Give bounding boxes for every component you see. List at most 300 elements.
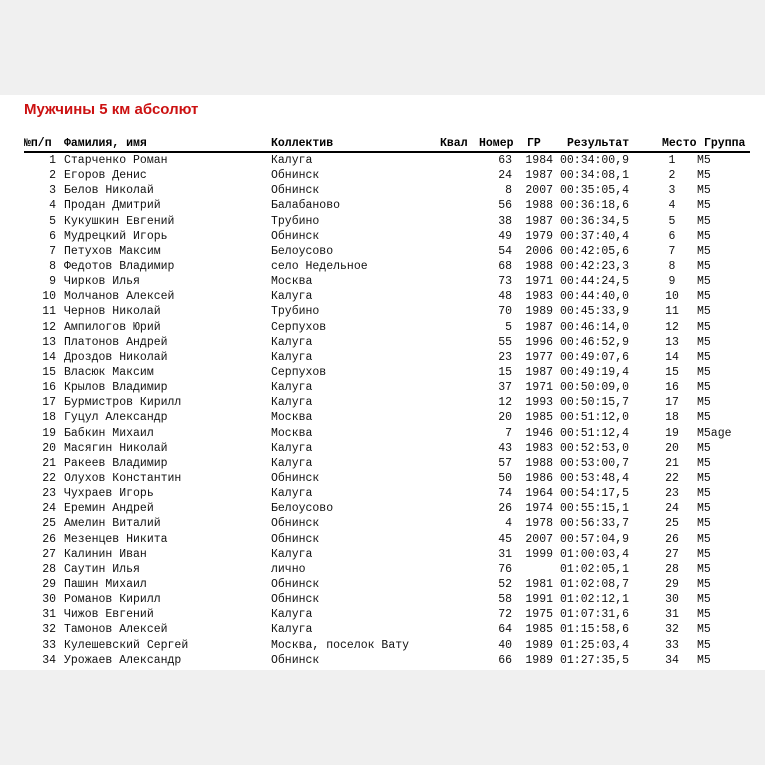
cell-name: Федотов Владимир: [64, 259, 175, 273]
cell-place: 8: [668, 259, 676, 273]
cell-team: Обнинск: [271, 593, 320, 607]
cell-group: М5: [697, 184, 711, 198]
header-year: ГР: [527, 137, 541, 150]
cell-number: 31: [42, 608, 56, 622]
cell-number: 4: [49, 199, 56, 213]
cell-result: 00:49:19,4: [560, 365, 630, 379]
cell-group: М5: [697, 305, 711, 319]
cell-name: Пашин Михаил: [64, 577, 147, 591]
cell-year: 1988: [525, 456, 553, 470]
cell-team: Калуга: [271, 623, 313, 637]
cell-result: 00:45:33,9: [560, 305, 630, 319]
cell-group: М5: [697, 502, 711, 516]
cell-number: 16: [42, 381, 56, 395]
cell-result: 00:46:14,0: [560, 320, 630, 334]
cell-place: 26: [665, 532, 679, 546]
header-qual: Квал: [440, 137, 468, 150]
cell-bib: 31: [498, 547, 512, 561]
cell-result: 00:51:12,4: [560, 426, 630, 440]
cell-result: 00:54:17,5: [560, 487, 630, 501]
header-team: Коллектив: [271, 137, 334, 150]
cell-number: 27: [42, 547, 56, 561]
cell-name: Дроздов Николай: [64, 350, 168, 364]
cell-place: 9: [668, 275, 676, 289]
cell-group: М5: [697, 169, 711, 183]
cell-team: Обнинск: [271, 229, 320, 243]
cell-team: Москва: [271, 275, 313, 289]
cell-number: 34: [42, 653, 56, 667]
cell-bib: 8: [505, 184, 512, 198]
cell-number: 14: [42, 350, 56, 364]
cell-bib: 66: [498, 653, 512, 667]
cell-name: Платонов Андрей: [64, 335, 168, 349]
cell-number: 33: [42, 638, 56, 652]
cell-name: Молчанов Алексей: [64, 290, 175, 304]
cell-group: М5: [697, 199, 711, 213]
cell-number: 1: [49, 154, 56, 167]
table-row: [0, 577, 765, 592]
cell-group: М5: [697, 229, 711, 243]
cell-result: 00:53:00,7: [560, 456, 630, 470]
cell-result: 00:42:05,6: [560, 244, 630, 258]
cell-number: 7: [49, 244, 56, 258]
cell-place: 27: [665, 547, 679, 561]
cell-place: 22: [665, 471, 679, 485]
header-bib: Номер: [479, 137, 514, 150]
cell-place: 3: [668, 184, 676, 198]
cell-year: 1971: [525, 275, 553, 289]
cell-group: М5: [697, 653, 711, 667]
cell-year: 1946: [525, 426, 553, 440]
cell-result: 00:34:08,1: [560, 169, 630, 183]
cell-result: 00:36:18,6: [560, 199, 630, 213]
cell-number: 29: [42, 577, 56, 591]
cell-group: М5: [697, 365, 711, 379]
cell-year: 1964: [525, 487, 553, 501]
table-row: [0, 365, 765, 380]
cell-bib: 72: [498, 608, 512, 622]
cell-year: 2007: [525, 184, 553, 198]
cell-bib: 45: [498, 532, 512, 546]
cell-group: М5: [697, 290, 711, 304]
cell-year: 1987: [525, 365, 553, 379]
cell-team: Калуга: [271, 381, 313, 395]
cell-number: 23: [42, 487, 56, 501]
cell-name: Петухов Максим: [64, 244, 161, 258]
cell-number: 13: [42, 335, 56, 349]
cell-name: Амелин Виталий: [64, 517, 161, 531]
header-place: Место: [662, 137, 697, 150]
cell-place: 29: [665, 577, 679, 591]
cell-year: 1983: [525, 290, 553, 304]
table-row: [0, 501, 765, 516]
cell-result: 00:44:40,0: [560, 290, 630, 304]
table-row: [0, 335, 765, 350]
cell-bib: 74: [498, 487, 512, 501]
cell-name: Романов Кирилл: [64, 593, 161, 607]
cell-year: 1975: [525, 608, 553, 622]
cell-place: 7: [668, 244, 676, 258]
cell-year: 1985: [525, 623, 553, 637]
cell-year: 2007: [525, 532, 553, 546]
header-result: Результат: [567, 137, 630, 150]
cell-place: 34: [665, 653, 679, 667]
cell-result: 01:02:05,1: [560, 562, 630, 576]
cell-bib: 7: [505, 426, 512, 440]
table-row: [0, 456, 765, 471]
cell-name: Чижов Евгений: [64, 608, 154, 622]
cell-result: 00:46:52,9: [560, 335, 630, 349]
cell-year: 1989: [525, 305, 553, 319]
cell-bib: 50: [498, 471, 512, 485]
cell-group: М5: [697, 411, 711, 425]
cell-year: 1989: [525, 638, 553, 652]
table-row: [0, 592, 765, 607]
cell-name: Олухов Константин: [64, 471, 182, 485]
cell-year: 1986: [525, 471, 553, 485]
header-group: Группа: [704, 137, 746, 150]
cell-number: 9: [49, 275, 56, 289]
cell-name: Ампилогов Юрий: [64, 320, 161, 334]
cell-team: Калуга: [271, 335, 313, 349]
cell-name: Крылов Владимир: [64, 381, 168, 395]
cell-name: Чухраев Игорь: [64, 487, 154, 501]
cell-bib: 43: [498, 441, 512, 455]
cell-result: 01:15:58,6: [560, 623, 630, 637]
cell-place: 15: [665, 365, 679, 379]
cell-result: 00:42:23,3: [560, 259, 630, 273]
cell-team: село Недельное: [271, 259, 368, 273]
table-row: [0, 426, 765, 441]
cell-place: 31: [665, 608, 679, 622]
cell-number: 20: [42, 441, 56, 455]
cell-bib: 57: [498, 456, 512, 470]
cell-bib: 12: [498, 396, 512, 410]
cell-group: М5: [697, 487, 711, 501]
cell-bib: 68: [498, 259, 512, 273]
cell-place: 14: [665, 350, 679, 364]
cell-team: Калуга: [271, 350, 313, 364]
cell-group: М5: [697, 244, 711, 258]
cell-group: М5: [697, 471, 711, 485]
cell-year: 1987: [525, 214, 553, 228]
cell-team: Белоусово: [271, 502, 334, 516]
cell-group: М5: [697, 577, 711, 591]
cell-number: 21: [42, 456, 56, 470]
table-row: [0, 183, 765, 198]
cell-number: 15: [42, 365, 56, 379]
cell-result: 00:49:07,6: [560, 350, 630, 364]
cell-team: Обнинск: [271, 577, 320, 591]
cell-bib: 4: [505, 517, 512, 531]
cell-place: 2: [668, 169, 676, 183]
cell-group: М5: [697, 441, 711, 455]
cell-name: Власюк Максим: [64, 365, 154, 379]
cell-place: 17: [665, 396, 679, 410]
cell-name: Бабкин Михаил: [64, 426, 154, 440]
cell-group: М5: [697, 593, 711, 607]
cell-team: Обнинск: [271, 517, 320, 531]
cell-year: 1974: [525, 502, 553, 516]
cell-result: 00:51:12,0: [560, 411, 630, 425]
cell-result: 00:34:00,9: [560, 154, 630, 167]
cell-team: Калуга: [271, 441, 313, 455]
cell-bib: 23: [498, 350, 512, 364]
cell-group: М5: [697, 259, 711, 273]
cell-group: М5: [697, 638, 711, 652]
cell-bib: 20: [498, 411, 512, 425]
cell-number: 2: [49, 169, 56, 183]
cell-group: М5: [697, 547, 711, 561]
cell-bib: 48: [498, 290, 512, 304]
cell-group: М5: [697, 154, 711, 167]
cell-year: 1978: [525, 517, 553, 531]
cell-result: 00:50:15,7: [560, 396, 630, 410]
cell-place: 6: [668, 229, 676, 243]
cell-group: М5: [697, 214, 711, 228]
cell-group: М5: [697, 381, 711, 395]
cell-place: 13: [665, 335, 679, 349]
cell-year: 1981: [525, 577, 553, 591]
cell-number: 22: [42, 471, 56, 485]
cell-place: 23: [665, 487, 679, 501]
cell-number: 5: [49, 214, 56, 228]
cell-group: М5: [697, 517, 711, 531]
cell-result: 01:25:03,4: [560, 638, 630, 652]
table-row: [0, 153, 765, 168]
results-page: [0, 95, 765, 670]
cell-number: 12: [42, 320, 56, 334]
table-row: [0, 607, 765, 622]
cell-team: Калуга: [271, 547, 313, 561]
cell-number: 6: [49, 229, 56, 243]
cell-number: 24: [42, 502, 56, 516]
results-table-body: [0, 153, 765, 668]
cell-team: Обнинск: [271, 532, 320, 546]
cell-bib: 55: [498, 335, 512, 349]
table-row: [0, 395, 765, 410]
header-name: Фамилия, имя: [64, 137, 147, 150]
table-row: [0, 168, 765, 183]
cell-team: Калуга: [271, 396, 313, 410]
cell-bib: 49: [498, 229, 512, 243]
cell-place: 33: [665, 638, 679, 652]
cell-group: М5: [697, 562, 711, 576]
table-row: [0, 486, 765, 501]
cell-group: М5age: [697, 426, 732, 440]
cell-name: Чернов Николай: [64, 305, 161, 319]
cell-team: Трубино: [271, 305, 320, 319]
cell-group: М5: [697, 608, 711, 622]
cell-result: 00:50:09,0: [560, 381, 630, 395]
cell-place: 19: [665, 426, 679, 440]
cell-bib: 56: [498, 199, 512, 213]
table-row: [0, 380, 765, 395]
cell-name: Белов Николай: [64, 184, 154, 198]
cell-team: Обнинск: [271, 184, 320, 198]
cell-year: 1989: [525, 653, 553, 667]
cell-name: Тамонов Алексей: [64, 623, 168, 637]
cell-result: 00:57:04,9: [560, 532, 630, 546]
table-row: [0, 622, 765, 637]
cell-name: Кулешевский Сергей: [64, 638, 189, 652]
cell-year: 1988: [525, 199, 553, 213]
cell-name: Ракеев Владимир: [64, 456, 168, 470]
table-row: [0, 320, 765, 335]
cell-name: Продан Дмитрий: [64, 199, 161, 213]
cell-result: 00:53:48,4: [560, 471, 630, 485]
cell-number: 25: [42, 517, 56, 531]
cell-result: 00:55:15,1: [560, 502, 630, 516]
cell-group: М5: [697, 623, 711, 637]
cell-name: Кукушкин Евгений: [64, 214, 175, 228]
table-row: [0, 562, 765, 577]
cell-bib: 52: [498, 577, 512, 591]
table-row: [0, 532, 765, 547]
cell-number: 3: [49, 184, 56, 198]
cell-name: Саутин Илья: [64, 562, 140, 576]
table-row: [0, 274, 765, 289]
cell-year: 1977: [525, 350, 553, 364]
cell-result: 01:27:35,5: [560, 653, 630, 667]
cell-name: Мезенцев Никита: [64, 532, 168, 546]
cell-group: М5: [697, 320, 711, 334]
cell-team: Обнинск: [271, 169, 320, 183]
cell-bib: 76: [498, 562, 512, 576]
table-row: [0, 638, 765, 653]
table-row: [0, 289, 765, 304]
cell-year: 1993: [525, 396, 553, 410]
cell-result: 01:02:12,1: [560, 593, 630, 607]
cell-group: М5: [697, 456, 711, 470]
cell-place: 4: [668, 199, 676, 213]
cell-place: 11: [665, 305, 679, 319]
cell-year: 1983: [525, 441, 553, 455]
cell-name: Масягин Николай: [64, 441, 168, 455]
cell-team: Балабаново: [271, 199, 341, 213]
cell-team: Обнинск: [271, 653, 320, 667]
table-row: [0, 471, 765, 486]
cell-bib: 15: [498, 365, 512, 379]
cell-year: 1985: [525, 411, 553, 425]
cell-team: Белоусово: [271, 244, 334, 258]
cell-team: Трубино: [271, 214, 320, 228]
cell-group: М5: [697, 350, 711, 364]
cell-year: 1984: [525, 154, 553, 167]
cell-name: Бурмистров Кирилл: [64, 396, 182, 410]
table-row: [0, 653, 765, 668]
cell-result: 00:36:34,5: [560, 214, 630, 228]
table-row: [0, 259, 765, 274]
cell-number: 10: [42, 290, 56, 304]
cell-bib: 38: [498, 214, 512, 228]
cell-place: 21: [665, 456, 679, 470]
cell-result: 00:56:33,7: [560, 517, 630, 531]
cell-year: 1999: [525, 547, 553, 561]
cell-number: 32: [42, 623, 56, 637]
table-row: [0, 547, 765, 562]
cell-place: 32: [665, 623, 679, 637]
table-row: [0, 350, 765, 365]
cell-place: 25: [665, 517, 679, 531]
cell-place: 12: [665, 320, 679, 334]
cell-team: Калуга: [271, 154, 313, 167]
table-row: [0, 244, 765, 259]
cell-bib: 70: [498, 305, 512, 319]
cell-team: Серпухов: [271, 320, 327, 334]
table-row: [0, 229, 765, 244]
cell-result: 00:35:05,4: [560, 184, 630, 198]
cell-number: 11: [42, 305, 56, 319]
cell-number: 8: [49, 259, 56, 273]
cell-team: Серпухов: [271, 365, 327, 379]
cell-place: 1: [668, 154, 676, 167]
header-number: №п/п: [24, 137, 52, 150]
cell-place: 24: [665, 502, 679, 516]
cell-year: 1987: [525, 320, 553, 334]
cell-year: 1991: [525, 593, 553, 607]
cell-group: М5: [697, 532, 711, 546]
cell-bib: 54: [498, 244, 512, 258]
cell-number: 17: [42, 396, 56, 410]
cell-year: 1971: [525, 381, 553, 395]
cell-name: Старченко Роман: [64, 154, 168, 167]
table-row: [0, 304, 765, 319]
cell-place: 5: [668, 214, 676, 228]
cell-name: Гуцул Александр: [64, 411, 168, 425]
cell-team: лично: [271, 562, 306, 576]
cell-year: 1996: [525, 335, 553, 349]
cell-year: 1979: [525, 229, 553, 243]
cell-bib: 63: [498, 154, 512, 167]
cell-result: 01:07:31,6: [560, 608, 630, 622]
table-row: [0, 214, 765, 229]
cell-place: 28: [665, 562, 679, 576]
cell-bib: 40: [498, 638, 512, 652]
cell-year: 2006: [525, 244, 553, 258]
cell-place: 18: [665, 411, 679, 425]
cell-bib: 37: [498, 381, 512, 395]
cell-result: 01:00:03,4: [560, 547, 630, 561]
cell-result: 00:52:53,0: [560, 441, 630, 455]
cell-number: 28: [42, 562, 56, 576]
cell-name: Чирков Илья: [64, 275, 140, 289]
cell-number: 19: [42, 426, 56, 440]
cell-team: Калуга: [271, 290, 313, 304]
cell-name: Егоров Денис: [64, 169, 147, 183]
cell-bib: 58: [498, 593, 512, 607]
cell-group: М5: [697, 275, 711, 289]
cell-bib: 64: [498, 623, 512, 637]
table-row: [0, 410, 765, 425]
cell-team: Калуга: [271, 456, 313, 470]
cell-name: Мудрецкий Игорь: [64, 229, 168, 243]
cell-year: 1988: [525, 259, 553, 273]
cell-number: 30: [42, 593, 56, 607]
cell-number: 18: [42, 411, 56, 425]
cell-group: М5: [697, 396, 711, 410]
cell-team: Москва: [271, 426, 313, 440]
cell-name: Калинин Иван: [64, 547, 147, 561]
cell-team: Москва: [271, 411, 313, 425]
cell-result: 01:02:08,7: [560, 577, 630, 591]
cell-place: 30: [665, 593, 679, 607]
cell-bib: 26: [498, 502, 512, 516]
cell-name: Урожаев Александр: [64, 653, 182, 667]
cell-team: Калуга: [271, 608, 313, 622]
cell-name: Еремин Андрей: [64, 502, 154, 516]
cell-number: 26: [42, 532, 56, 546]
